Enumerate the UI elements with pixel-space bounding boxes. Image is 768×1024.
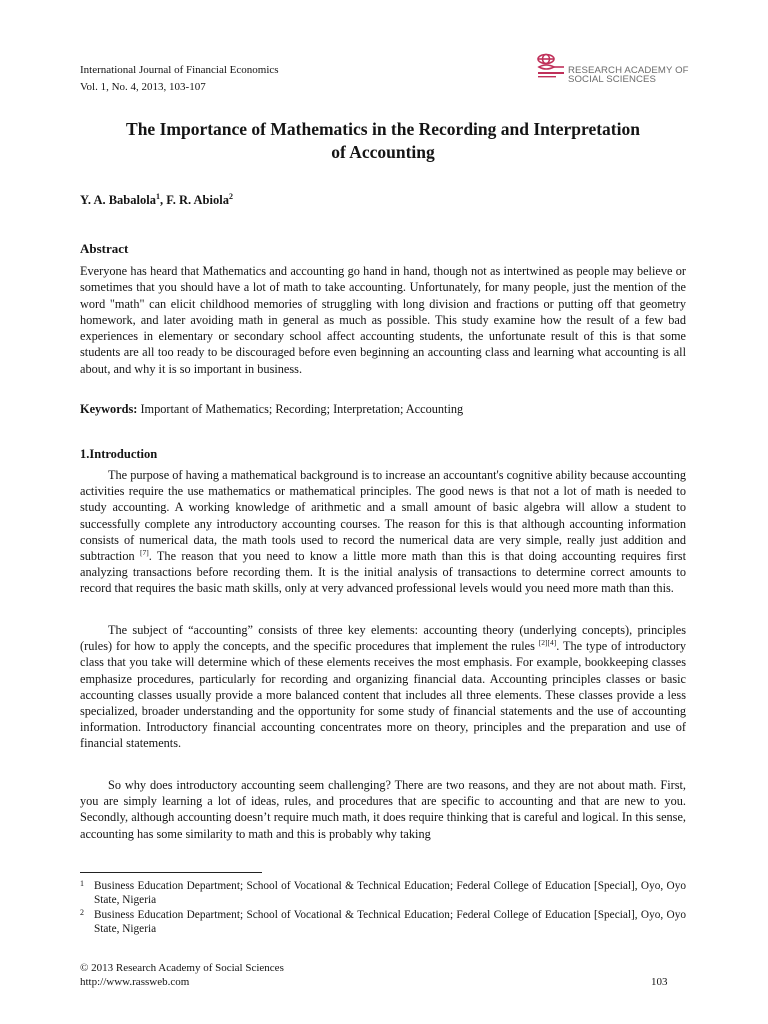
- author-name: Y. A. Babalola: [80, 193, 156, 208]
- keywords-label: Keywords:: [80, 402, 138, 416]
- publisher-emblem-icon: [534, 50, 570, 86]
- author-affiliation-mark: 1: [155, 192, 160, 201]
- volume-info: Vol. 1, No. 4, 2013, 103-107: [80, 81, 206, 93]
- abstract-text: Everyone has heard that Mathematics and accounting go hand in hand, though not as intertwined as people may believe or sometimes that you should have a lot of math to take accounting. Unfortunately, for many people, just the mention of the word "math" can elicit childhood memories of struggling with long division and fractions or putting off that geometry homework, and later avoiding math in general as much as possible. This study examine how the result of a few bad experiences in elementary or secondary school affect accounting students, the unfortunate result of this is that some students are all too ready to be discouraged before even beginning an accounting class and learning what accounting is all about, and why it is so important in business.: [80, 264, 686, 376]
- journal-name: International Journal of Financial Economics: [80, 64, 279, 76]
- paper-title: The Importance of Mathematics in the Recording and Interpretation of Accounting: [126, 119, 640, 162]
- keywords: [80, 401, 686, 417]
- publisher-logo-text: RESEARCH ACADEMY OF SOCIAL SCIENCES: [568, 65, 689, 85]
- author-name: F. R. Abiola: [166, 193, 229, 208]
- copyright-notice: © 2013 Research Academy of Social Sciences: [80, 962, 284, 974]
- footnote-number: 1: [80, 879, 84, 888]
- publisher-logo: [534, 50, 704, 90]
- footnote-divider: [80, 872, 262, 873]
- citation-ref: [7]: [139, 547, 149, 557]
- author-list: Y. A. Babalola$^1$, F. R. Abiola$^2$: [80, 192, 233, 208]
- page-number: 103: [651, 976, 668, 988]
- footnote-text: Business Education Department; School of Vocational & Technical Education; Federal College of Education [Special], Oyo, Oyo State, Nigeria: [94, 880, 686, 906]
- body-paragraph: So why does introductory accounting seem challenging? There are two reasons, and they are not about math. First, you are simply learning a lot of ideas, rules, and procedures that are specific to accounting and that are new to you. Secondly, although accounting doesn’t require much math, it does require thinking that is careful and logical. In this sense, accounting has some similarity to math and this is probably why taking: [80, 778, 686, 841]
- body-paragraph: The subject of “accounting” consists of three key elements: accounting theory (underlying concepts), principles (rules) for how to apply the concepts, and the specific procedures that implement the rules [2][4]. The type of introductory class that you take will determine which of these elements receives the most emphasis. For example, bookkeeping classes emphasize procedures, particularly for recording and organizing financial data. Accounting principles classes or basic accounting classes usually provide a more balanced content that includes all three elements. These classes provide a less specialized, broader understanding and the opportunity for some study of financial statements and the use of accounting information. Introductory financial accounting concentrates more on theory, principles and the preparation and use of financial statements.: [80, 623, 686, 751]
- publisher-website-link[interactable]: http://www.rassweb.com: [80, 976, 190, 988]
- footnote: [80, 879, 686, 907]
- body-paragraph: The purpose of having a mathematical background is to increase an accountant's cognitive ability because accounting activities require the use mathematics or mathematical principles. The good news is that not a lot of math is needed to study accounting. A working knowledge of arithmetic and a small amount of basic algebra will allow a student to successfully complete any introductory accounting courses. The reason for this is that although accounting information consists of numerical data, the math tools used to record the numerical data are very simple, really just addition and subtraction [7]. The reason that you need to know a little more math than this is that doing accounting requires first analyzing transactions before recording them. It is the initial analysis of transactions to determine correct amounts to record that requires the basic math skills, only at very advanced professional levels would you need more math than this.: [80, 468, 687, 596]
- footnote-number: 2: [80, 908, 84, 917]
- footnote: [80, 908, 686, 936]
- journal-header: [80, 62, 279, 96]
- section-heading-introduction: 1.Introduction: [80, 447, 158, 461]
- abstract-heading: Abstract: [80, 241, 129, 256]
- citation-ref: [2][4]: [538, 638, 557, 648]
- keywords-text: Important of Mathematics; Recording; Interpretation; Accounting: [137, 402, 464, 416]
- footnote-text: Business Education Department; School of Vocational & Technical Education; Federal College of Education [Special], Oyo, Oyo State, Nigeria: [94, 909, 686, 935]
- author-affiliation-mark: 2: [228, 192, 233, 201]
